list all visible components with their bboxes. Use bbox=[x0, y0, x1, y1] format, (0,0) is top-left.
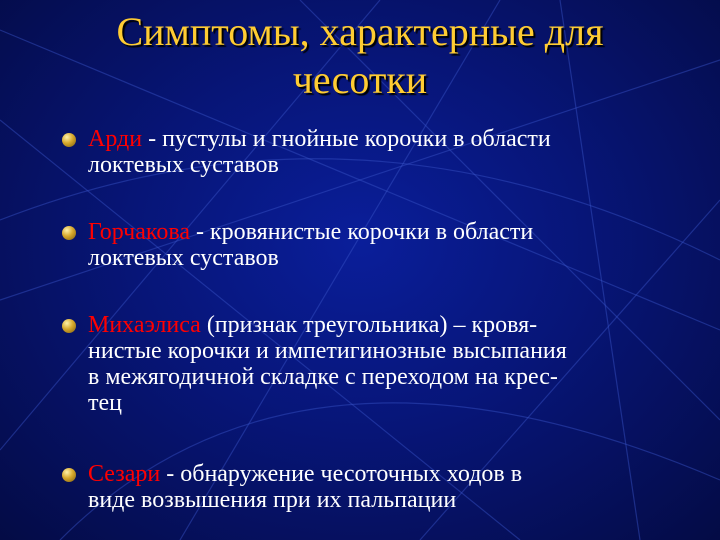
symptom-term: Михаэлиса bbox=[88, 312, 201, 338]
list-item-michaelis bbox=[62, 312, 567, 416]
list-item-sezary bbox=[62, 461, 522, 513]
symptom-term: Сезари bbox=[88, 461, 161, 487]
bullet-text: в межягодичной складке с переходом на крес- bbox=[88, 364, 558, 390]
symptom-term: Горчакова bbox=[88, 219, 190, 245]
slide-title-line-2: чесотки bbox=[292, 57, 428, 102]
gold-ball-bullet-icon bbox=[62, 468, 76, 482]
bullet-text: - обнаружение чесоточных ходов в bbox=[160, 461, 523, 487]
bullet-text: тец bbox=[88, 390, 122, 416]
bullet-line bbox=[88, 461, 522, 487]
bullet-line bbox=[88, 126, 551, 152]
bullet-line bbox=[88, 312, 567, 338]
gold-ball-bullet-icon bbox=[62, 319, 76, 333]
list-item-gorchakova bbox=[62, 219, 533, 271]
bullet-text: - пустулы и гнойные корочки в области bbox=[142, 126, 551, 152]
slide-title-line-1: Симптомы, характерные для bbox=[116, 9, 604, 54]
slide-title bbox=[0, 8, 720, 104]
gold-ball-bullet-icon bbox=[62, 133, 76, 147]
symptom-term: Арди bbox=[88, 126, 143, 152]
list-item-ardi bbox=[62, 126, 551, 178]
gold-ball-bullet-icon bbox=[62, 226, 76, 240]
bullet-text: локтевых суставов bbox=[88, 245, 279, 271]
bullet-text: нистые корочки и импетигинозные высыпания bbox=[88, 338, 567, 364]
bullet-text: (признак треугольника) – кровя- bbox=[200, 312, 538, 338]
bullet-text: локтевых суставов bbox=[88, 152, 279, 178]
bullet-line bbox=[88, 219, 533, 245]
bullet-text: - кровянистые корочки в области bbox=[190, 219, 534, 245]
bullet-text: виде возвышения при их пальпации bbox=[88, 487, 457, 513]
